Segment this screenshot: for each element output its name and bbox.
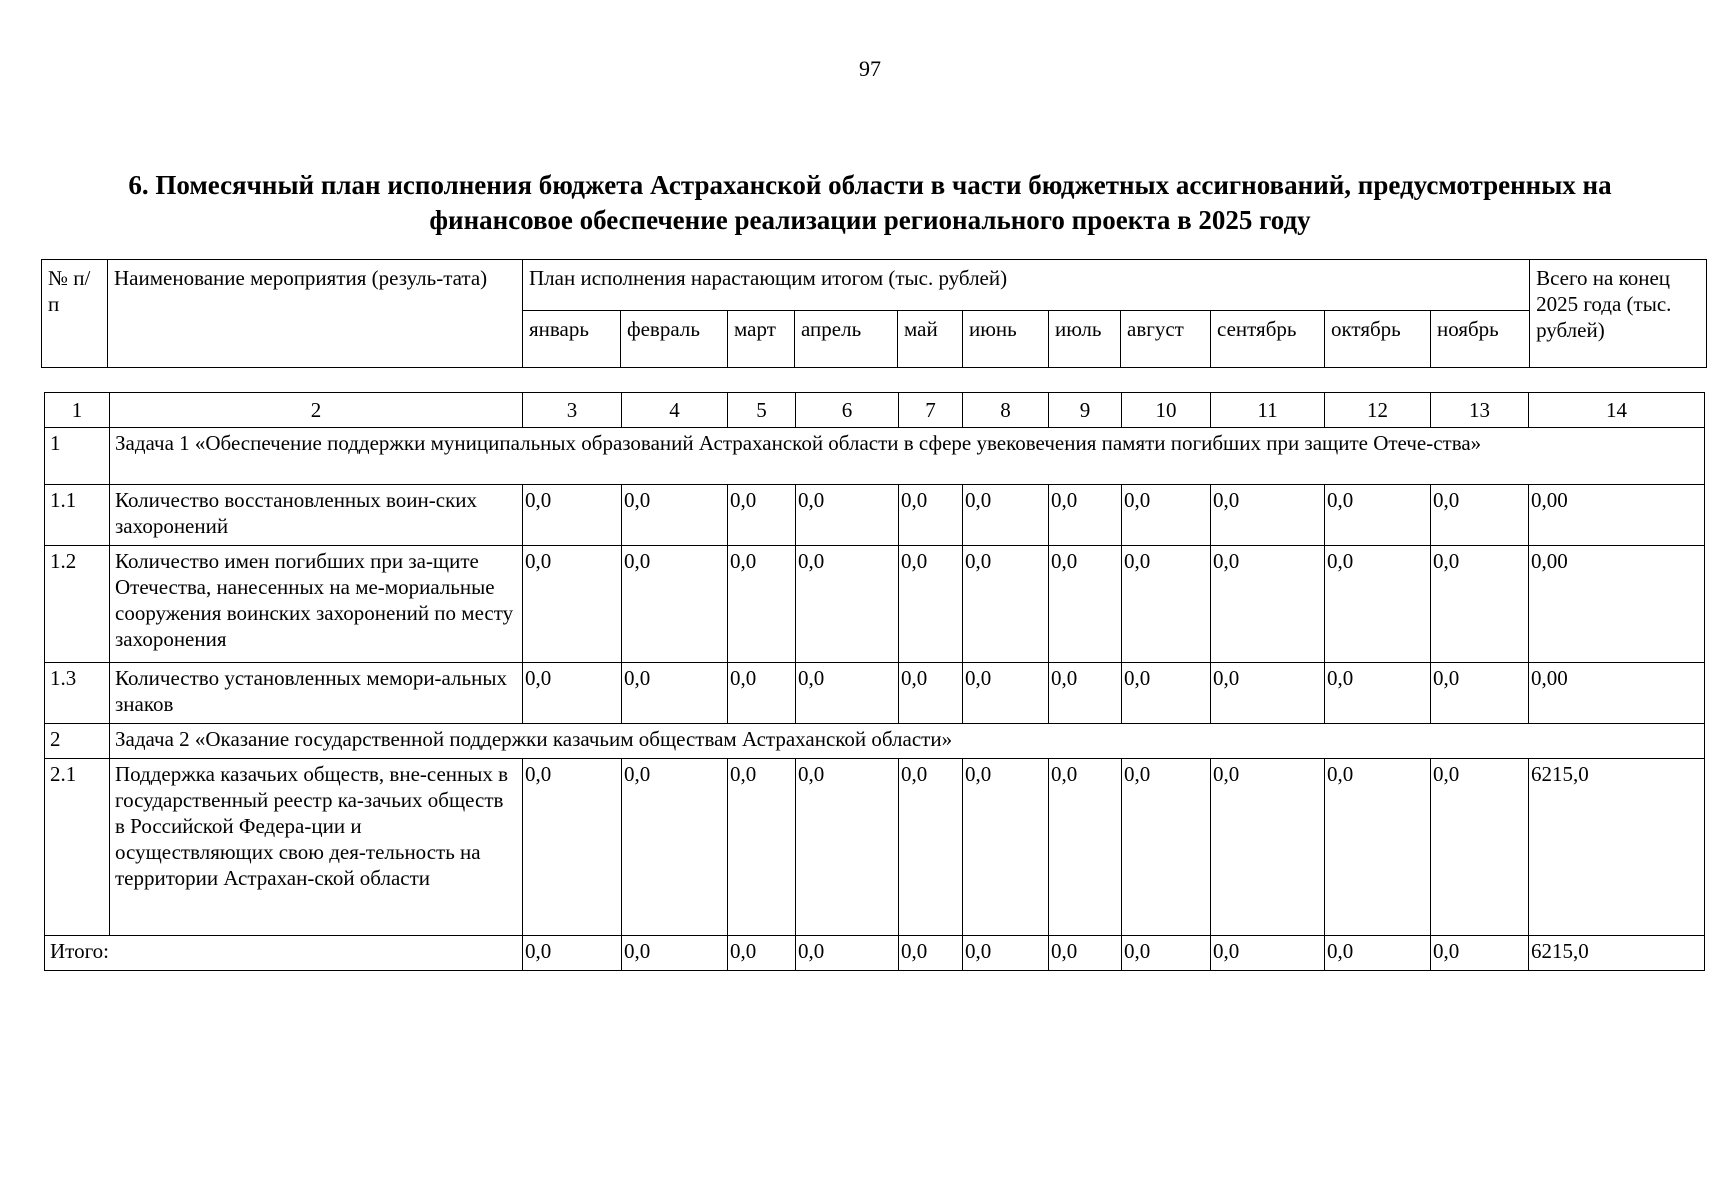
- month-value: 0,0: [796, 546, 899, 663]
- month-value: 0,0: [523, 663, 622, 724]
- row-number: 2: [45, 724, 110, 759]
- table-row: [45, 663, 1705, 724]
- column-number: 2: [110, 393, 523, 428]
- row-number: 1.2: [45, 546, 110, 663]
- month-value: 0,0: [1325, 759, 1431, 936]
- title-line-2: финансовое обеспечение реализации регионального проекта в 2025 году: [429, 205, 1311, 235]
- month-value: 0,0: [899, 485, 963, 546]
- total-month-value: 0,0: [963, 936, 1049, 971]
- month-value: 0,0: [1325, 663, 1431, 724]
- header-month-9: сентябрь: [1211, 311, 1325, 368]
- header-month-5: май: [898, 311, 963, 368]
- month-value: 0,0: [1211, 759, 1325, 936]
- month-value: 0,0: [899, 663, 963, 724]
- total-label: Итого:: [45, 936, 523, 971]
- month-value: 0,0: [1431, 663, 1529, 724]
- column-number: 8: [963, 393, 1049, 428]
- month-value: 0,0: [899, 546, 963, 663]
- month-value: 0,0: [622, 663, 728, 724]
- month-value: 0,0: [963, 485, 1049, 546]
- month-value: 0,0: [796, 663, 899, 724]
- month-value: 0,0: [1325, 485, 1431, 546]
- header-month-10: октябрь: [1325, 311, 1431, 368]
- header-total: Всего на конец 2025 года (тыс. рублей): [1530, 260, 1707, 368]
- month-value: 0,0: [728, 546, 796, 663]
- month-value: 0,0: [622, 759, 728, 936]
- row-number: 2.1: [45, 759, 110, 936]
- table-row: [45, 759, 1705, 936]
- header-number: № п/п: [42, 260, 108, 368]
- month-value: 0,0: [963, 759, 1049, 936]
- row-number: 1: [45, 428, 110, 485]
- row-name: Количество установленных мемори-альных знаков: [110, 663, 523, 724]
- month-value: 0,0: [1049, 485, 1122, 546]
- header-month-11: ноябрь: [1431, 311, 1530, 368]
- month-value: 0,0: [1049, 546, 1122, 663]
- month-value: 0,0: [523, 485, 622, 546]
- row-name: Поддержка казачьих обществ, вне-сенных в государственный реестр ка-зачьих обществ в Российской Федера-ции и осуществляющих свою дея-тельность на территории Астрахан-ской области: [110, 759, 523, 936]
- total-row: [45, 936, 1705, 971]
- month-value: 0,0: [622, 546, 728, 663]
- month-value: 0,0: [1211, 546, 1325, 663]
- header-month-7: июль: [1049, 311, 1121, 368]
- total-month-value: 0,0: [1431, 936, 1529, 971]
- header-month-6: июнь: [963, 311, 1049, 368]
- column-number: 9: [1049, 393, 1122, 428]
- month-value: 0,0: [728, 759, 796, 936]
- month-value: 0,0: [1122, 485, 1211, 546]
- total-month-value: 0,0: [1211, 936, 1325, 971]
- total-month-value: 0,0: [899, 936, 963, 971]
- column-number: 13: [1431, 393, 1529, 428]
- total-month-value: 0,0: [1325, 936, 1431, 971]
- total-month-value: 0,0: [796, 936, 899, 971]
- row-number: 1.1: [45, 485, 110, 546]
- header-plan: План исполнения нарастающим итогом (тыс. рублей): [523, 260, 1530, 311]
- total-month-value: 0,0: [1049, 936, 1122, 971]
- header-month-4: апрель: [795, 311, 898, 368]
- month-value: 0,0: [1049, 663, 1122, 724]
- column-number: 6: [796, 393, 899, 428]
- title-line-1: 6. Помесячный план исполнения бюджета Астраханской области в части бюджетных ассигнований, предусмотренных на: [128, 170, 1612, 200]
- header-month-1: январь: [523, 311, 621, 368]
- month-value: 0,0: [963, 546, 1049, 663]
- page-number: 97: [859, 56, 881, 81]
- header-month-8: август: [1121, 311, 1211, 368]
- data-table: [44, 392, 1705, 971]
- table-header: [41, 259, 1707, 368]
- header-month-2: февраль: [621, 311, 728, 368]
- row-total: 0,00: [1529, 546, 1705, 663]
- month-value: 0,0: [1211, 663, 1325, 724]
- column-number: 3: [523, 393, 622, 428]
- month-value: 0,0: [1431, 546, 1529, 663]
- task-text: Задача 2 «Оказание государственной поддержки казачьим обществам Астраханской области»: [110, 724, 1705, 759]
- task-row: [45, 724, 1705, 759]
- grand-total: 6215,0: [1529, 936, 1705, 971]
- column-number: 14: [1529, 393, 1705, 428]
- month-value: 0,0: [523, 759, 622, 936]
- column-number-row: [45, 393, 1705, 428]
- column-number: 4: [622, 393, 728, 428]
- month-value: 0,0: [728, 663, 796, 724]
- header-month-3: март: [728, 311, 795, 368]
- column-number: 11: [1211, 393, 1325, 428]
- month-value: 0,0: [1122, 546, 1211, 663]
- task-text: Задача 1 «Обеспечение поддержки муниципальных образований Астраханской области в сфере увековечения памяти погибших при защите Отече-ства»: [110, 428, 1705, 485]
- month-value: 0,0: [1431, 759, 1529, 936]
- column-number: 1: [45, 393, 110, 428]
- document-title: [100, 168, 1640, 238]
- month-value: 0,0: [899, 759, 963, 936]
- row-name: Количество имен погибших при за-щите Отечества, нанесенных на ме-мориальные сооружения воинских захоронений по месту захоронения: [110, 546, 523, 663]
- row-name: Количество восстановленных воин-ских захоронений: [110, 485, 523, 546]
- month-value: 0,0: [523, 546, 622, 663]
- column-number: 5: [728, 393, 796, 428]
- row-total: 6215,0: [1529, 759, 1705, 936]
- month-value: 0,0: [622, 485, 728, 546]
- row-number: 1.3: [45, 663, 110, 724]
- month-value: 0,0: [1431, 485, 1529, 546]
- total-month-value: 0,0: [728, 936, 796, 971]
- month-value: 0,0: [1122, 663, 1211, 724]
- month-value: 0,0: [728, 485, 796, 546]
- total-month-value: 0,0: [1122, 936, 1211, 971]
- table-row: [45, 485, 1705, 546]
- month-value: 0,0: [796, 759, 899, 936]
- row-total: 0,00: [1529, 663, 1705, 724]
- column-number: 10: [1122, 393, 1211, 428]
- header-name: Наименование мероприятия (резуль-тата): [108, 260, 523, 368]
- month-value: 0,0: [1122, 759, 1211, 936]
- month-value: 0,0: [796, 485, 899, 546]
- month-value: 0,0: [1049, 759, 1122, 936]
- column-number: 12: [1325, 393, 1431, 428]
- row-total: 0,00: [1529, 485, 1705, 546]
- table-row: [45, 546, 1705, 663]
- month-value: 0,0: [1325, 546, 1431, 663]
- total-month-value: 0,0: [523, 936, 622, 971]
- month-value: 0,0: [1211, 485, 1325, 546]
- column-number: 7: [899, 393, 963, 428]
- month-value: 0,0: [963, 663, 1049, 724]
- total-month-value: 0,0: [622, 936, 728, 971]
- task-row: [45, 428, 1705, 485]
